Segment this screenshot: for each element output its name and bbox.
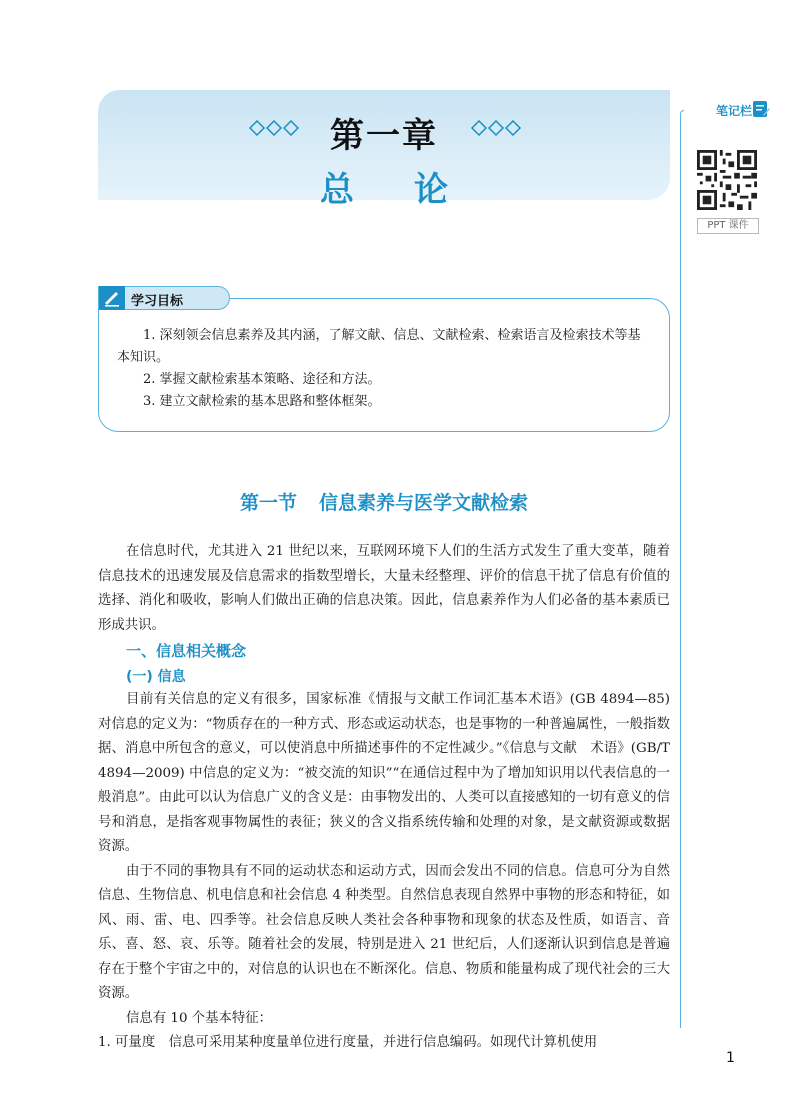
body-text-block (98, 688, 670, 1056)
section-heading (98, 488, 670, 515)
chapter-title: 总论 (320, 170, 508, 210)
body-paragraph: 由于不同的事物具有不同的运动状态和运动方式，因而会发出不同的信息。信息可分为自然信息、生物信息、机电信息和社会信息 4 种类型。自然信息表现自然界中事物的形态和特征，如风、雨、雷、电、四季等。社会信息反映人类社会各种事物和现象的状态及性质，如语言、音乐、喜、怒、哀、乐等。随着社会的发展，特别是进入 21 世纪后，人们逐渐认识到信息是普遍存在于整个宇宙之中的，对信息的认识也在不断深化。信息、物质和能量构成了现代社会的三大资源。 (98, 863, 670, 1001)
intro-paragraph-block (98, 540, 670, 638)
learning-objectives-heading: 学习目标 (131, 294, 184, 309)
pencil-icon (99, 286, 125, 310)
notes-label: 笔记栏 (716, 104, 753, 118)
learning-objectives-tab (98, 286, 230, 310)
heading-level-1: 一、信息相关概念 (126, 642, 247, 660)
body-paragraph: 目前有关信息的定义有很多，国家标准《情报与文献工作词汇基本术语》(GB 4894—85) 对信息的定义为：“物质存在的一种方式、形态或运动状态，也是事物的一种普遍属性，一般指数据、消息中所包含的意义，可以使消息中所描述事件的不定性减少。”《信息与文献 术语》(GB/T 4894—2009) 中信息的定义为：“被交流的知识”“在通信过程中为了增加知识用以代表信息的一般消息”。由此可以认为信息广义的含义是：由事物发出的、人类可以直接感知的一切有意义的信号和消息，是指客观事物属性的表征；狭义的含义指系统传输和处理的对象，是文献资源或数据资源。 (98, 692, 670, 854)
qr-code-icon[interactable] (697, 150, 757, 210)
body-paragraph: 1. 可量度 信息可采用某种度量单位进行度量，并进行信息编码。如现代计算机使用 (98, 1035, 598, 1050)
objective-item: 2. 掌握文献检索基本策略、途径和方法。 (143, 372, 381, 387)
diamond-ornament-icon (470, 120, 524, 136)
heading-level-2: (一) 信息 (126, 669, 186, 685)
qr-caption: PPT 课件 (697, 218, 759, 234)
objective-item: 3. 建立文献检索的基本思路和整体框架。 (143, 394, 381, 409)
chapter-banner (98, 90, 670, 210)
intro-paragraph: 在信息时代，尤其进入 21 世纪以来，互联网环境下人们的生活方式发生了重大变革，随着信息技术的迅速发展及信息需求的指数型增长，大量未经整理、评价的信息干扰了信息有价值的选择、消化和吸收，影响人们做出正确的信息决策。因此，信息素养作为人们必备的基本素质已形成共识。 (98, 544, 670, 633)
chapter-label: 第一章 (330, 116, 438, 156)
section-title: 信息素养与医学文献检索 (319, 492, 529, 514)
section-number: 第一节 (239, 492, 297, 514)
notes-column-rule (680, 110, 684, 1028)
body-paragraph: 信息有 10 个基本特征： (126, 1010, 273, 1026)
objective-item: 1. 深刻领会信息素养及其内涵，了解文献、信息、文献检索、检索语言及检索技术等基本知识。 (117, 328, 641, 365)
pencil-note-icon (752, 100, 770, 118)
page-number: 1 (726, 1050, 735, 1066)
learning-objectives-box (98, 298, 670, 432)
